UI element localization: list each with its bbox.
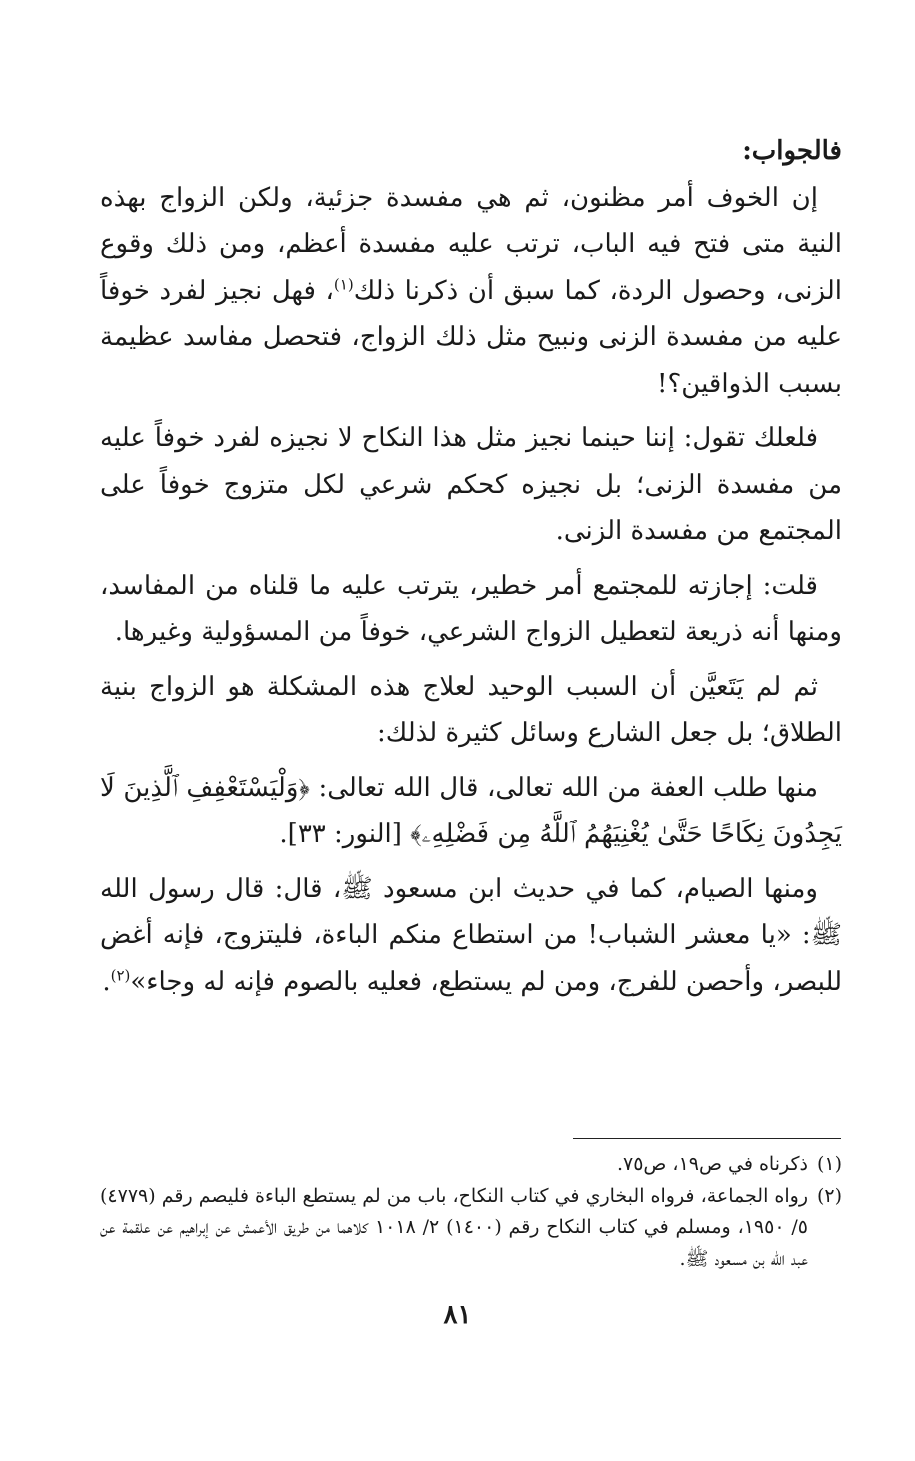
paragraph-text: ومنها الصيام، كما في حديث ابن مسعود ﷺ، قال: قال رسول الله ﷺ: «يا معشر الشباب! من استطاع منكم الباءة، فليتزوج، فإنه أغض للبصر، وأحصن للفرج، ومن لم يستطع، فعليه بالصوم فإنه له وجاء»	[100, 873, 842, 997]
footnote-divider	[573, 1138, 841, 1139]
footnote-number: (٢)	[816, 1184, 842, 1207]
footnote-ref-1[interactable]: (١)	[333, 274, 354, 293]
paragraph-text: إن الخوف أمر مظنون، ثم هي مفسدة جزئية، ولكن الزواج بهذه النية متى فتح فيه الباب، ترتب عليه مفسدة أعظم، ومن ذلك وقوع الزنى، وحصول الردة، كما سبق أن ذكرنا ذلك	[100, 182, 842, 306]
main-text	[100, 128, 842, 1013]
paragraph-text: ، فهل نجيز لفرد خوفاً عليه من مفسدة الزنى ونبيح مثل ذلك الزواج، فتحصل مفاسد عظيمة بسبب الذواقين؟!	[100, 275, 842, 399]
footnote-text: رواه الجماعة، فرواه البخاري في كتاب النكاح، باب من لم يستطع الباءة فليصم رقم (٤٧٧٩) ٥/ ١٩٥٠، ومسلم في كتاب النكاح رقم (١٤٠٠) ٢/ ١٠١٨ كلاهما من طريق الأعمش عن إبراهيم عن علقمة عن عبد الله بن مسعود ﷺ.	[100, 1184, 808, 1270]
footnote-1	[100, 1149, 842, 1181]
footnote-ref-2[interactable]: (٢)	[110, 965, 131, 984]
paragraph-5: منها طلب العفة من الله تعالى، قال الله تعالى: ﴿وَلْيَسْتَعْفِفِ ٱلَّذِينَ لَا يَجِدُونَ نِكَاحًا حَتَّىٰ يُغْنِيَهُمُ ٱللَّهُ مِن فَضْلِهِۦ﴾ [النور: ٣٣].	[100, 772, 842, 849]
paragraph-1	[100, 175, 842, 408]
paragraph-text: .	[102, 966, 111, 997]
page-number: ٨١	[443, 1300, 472, 1330]
footnotes	[100, 1149, 842, 1275]
footnote-text: ذكرناه في ص١٩، ص٧٥.	[616, 1153, 808, 1175]
answer-heading: فالجواب:	[742, 136, 842, 166]
footnote-number: (١)	[816, 1153, 842, 1175]
paragraph-6	[100, 866, 842, 1006]
paragraph-4: ثم لم يَتَعيَّن أن السبب الوحيد لعلاج هذه المشكلة هو الزواج بنية الطلاق؛ بل جعل الشارع وسائل كثيرة لذلك:	[100, 671, 842, 748]
footnote-2	[100, 1181, 842, 1276]
paragraph-2: فلعلك تقول: إننا حينما نجيز مثل هذا النكاح لا نجيزه لفرد خوفاً عليه من مفسدة الزنى؛ بل نجيزه كحكم شرعي لكل متزوج خوفاً على المجتمع من مفسدة الزنى.	[100, 423, 842, 546]
paragraph-3: قلت: إجازته للمجتمع أمر خطير، يترتب عليه ما قلناه من المفاسد، ومنها أنه ذريعة لتعطيل الزواج الشرعي، خوفاً من المسؤولية وغيرها.	[100, 570, 842, 647]
